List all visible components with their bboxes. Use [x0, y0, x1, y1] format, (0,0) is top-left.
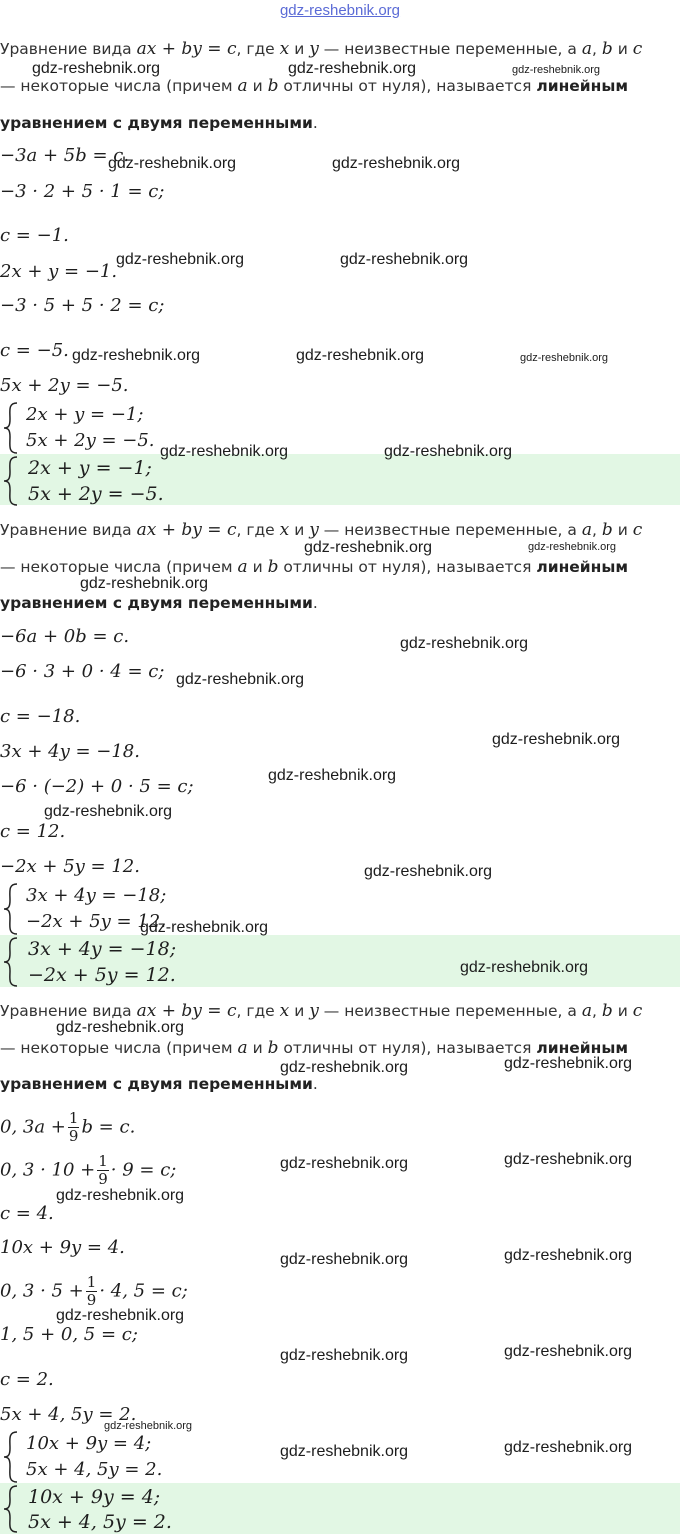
watermark: gdz-reshebnik.org — [504, 1055, 633, 1072]
definition-line-3: уравнением с двумя переменными. — [0, 1075, 318, 1093]
definition-line-3: уравнением с двумя переменными. — [0, 594, 318, 612]
watermark: gdz-reshebnik.org — [280, 1155, 409, 1172]
watermark: gdz-reshebnik.org — [528, 541, 617, 553]
watermark: gdz-reshebnik.org — [492, 731, 621, 748]
watermark: gdz-reshebnik.org — [280, 1443, 409, 1460]
brace-icon — [2, 882, 20, 936]
solution-line: 2x + y = −1. — [0, 261, 118, 282]
fraction: $\frac{1}{9}$ — [98, 1152, 108, 1188]
solution-line: 10x + 9y = 4. — [0, 1237, 125, 1258]
watermark: gdz-reshebnik.org — [504, 1247, 633, 1264]
definition-line-1: Уравнение вида ax + by = c, где x и y — неизвестные переменные, а a, b и c — [0, 520, 643, 540]
site-header-link[interactable]: gdz-reshebnik.org — [279, 2, 401, 19]
answer-equation-2: −2x + 5y = 12. — [28, 964, 176, 986]
solution-line: −3 · 2 + 5 · 1 = c; — [0, 181, 165, 202]
watermark: gdz-reshebnik.org — [104, 1420, 193, 1432]
solution-line: 1, 5 + 0, 5 = c; — [0, 1324, 138, 1345]
watermark: gdz-reshebnik.org — [504, 1151, 633, 1168]
system-equation-1: 2x + y = −1; — [26, 404, 144, 425]
system-equation-2: 5x + 2y = −5. — [26, 430, 155, 451]
brace-icon — [2, 1484, 20, 1534]
solution-line: −6a + 0b = c. — [0, 626, 130, 647]
watermark: gdz-reshebnik.org — [364, 863, 493, 880]
fraction: $\frac{1}{9}$ — [86, 1273, 97, 1309]
watermark: gdz-reshebnik.org — [512, 64, 601, 76]
solution-line: −3 · 5 + 5 · 2 = c; — [0, 295, 165, 316]
solution-line: −2x + 5y = 12. — [0, 856, 140, 877]
system-equation-2: −2x + 5y = 12. — [26, 911, 166, 932]
watermark: gdz-reshebnik.org — [460, 959, 589, 976]
solution-line: −6 · (−2) + 0 · 5 = c; — [0, 776, 194, 797]
answer-equation-1: 3x + 4y = −18; — [28, 938, 177, 960]
watermark: gdz-reshebnik.org — [72, 347, 201, 364]
watermark: gdz-reshebnik.org — [400, 635, 529, 652]
brace-icon — [2, 1430, 20, 1484]
watermark: gdz-reshebnik.org — [116, 251, 245, 268]
watermark: gdz-reshebnik.org — [288, 60, 417, 77]
watermark: gdz-reshebnik.org — [140, 919, 269, 936]
watermark: gdz-reshebnik.org — [44, 803, 173, 820]
solution-line: c = 12. — [0, 821, 66, 842]
watermark: gdz-reshebnik.org — [160, 443, 289, 460]
definition-line-3: уравнением с двумя переменными. — [0, 114, 318, 132]
system-equation-2: 5x + 4, 5y = 2. — [26, 1459, 163, 1480]
watermark: gdz-reshebnik.org — [56, 1307, 185, 1324]
definition-line-2: — некоторые числа (причем a и b отличны от нуля), называется линейным — [0, 76, 629, 96]
system-equation-1: 10x + 9y = 4; — [26, 1433, 152, 1454]
solution-line: 3x + 4y = −18. — [0, 741, 140, 762]
solution-line: −6 · 3 + 0 · 4 = c; — [0, 661, 165, 682]
solution-line: 5x + 2y = −5. — [0, 375, 129, 396]
solution-line: c = −18. — [0, 706, 81, 727]
solution-line: −3a + 5b = c. — [0, 145, 130, 166]
answer-equation-2: 5x + 4, 5y = 2. — [28, 1511, 172, 1533]
definition-line-2: — некоторые числа (причем a и b отличны от нуля), называется линейным — [0, 557, 629, 577]
watermark: gdz-reshebnik.org — [108, 155, 237, 172]
brace-icon — [2, 936, 20, 988]
watermark: gdz-reshebnik.org — [56, 1187, 185, 1204]
watermark: gdz-reshebnik.org — [520, 352, 609, 364]
system-equation-1: 3x + 4y = −18; — [26, 885, 167, 906]
answer-equation-1: 10x + 9y = 4; — [28, 1486, 161, 1508]
definition-line-1: Уравнение вида ax + by = c, где x и y — неизвестные переменные, а a, b и c — [0, 39, 643, 59]
solution-line: 0, 3a + $\frac{1}{9}$ b = c. — [0, 1109, 136, 1145]
watermark: gdz-reshebnik.org — [176, 671, 305, 688]
watermark: gdz-reshebnik.org — [268, 767, 397, 784]
watermark: gdz-reshebnik.org — [384, 443, 513, 460]
watermark: gdz-reshebnik.org — [296, 347, 425, 364]
solution-line: 0, 3 · 10 + $\frac{1}{9}$ · 9 = c; — [0, 1152, 177, 1188]
definition-line-2: — некоторые числа (причем a и b отличны от нуля), называется линейным — [0, 1038, 629, 1058]
watermark: gdz-reshebnik.org — [32, 60, 161, 77]
solution-line: c = −1. — [0, 225, 69, 246]
watermark: gdz-reshebnik.org — [304, 539, 433, 556]
definition-line-1: Уравнение вида ax + by = c, где x и y — неизвестные переменные, а a, b и c — [0, 1001, 643, 1021]
solution-line: c = −5. — [0, 340, 69, 361]
watermark: gdz-reshebnik.org — [280, 1347, 409, 1364]
solution-line: c = 2. — [0, 1369, 54, 1390]
brace-icon — [2, 455, 20, 507]
solution-line: c = 4. — [0, 1203, 54, 1224]
watermark: gdz-reshebnik.org — [340, 251, 469, 268]
watermark: gdz-reshebnik.org — [280, 1059, 409, 1076]
watermark: gdz-reshebnik.org — [280, 1251, 409, 1268]
watermark: gdz-reshebnik.org — [504, 1343, 633, 1360]
solution-line: 0, 3 · 5 + $\frac{1}{9}$ · 4, 5 = c; — [0, 1273, 188, 1309]
solution-line: 5x + 4, 5y = 2. — [0, 1404, 137, 1425]
answer-equation-2: 5x + 2y = −5. — [28, 483, 164, 505]
watermark: gdz-reshebnik.org — [56, 1019, 185, 1036]
watermark: gdz-reshebnik.org — [332, 155, 461, 172]
answer-equation-1: 2x + y = −1; — [28, 457, 152, 479]
watermark: gdz-reshebnik.org — [80, 575, 209, 592]
fraction: $\frac{1}{9}$ — [68, 1109, 79, 1145]
watermark: gdz-reshebnik.org — [504, 1439, 633, 1456]
brace-icon — [2, 401, 20, 455]
